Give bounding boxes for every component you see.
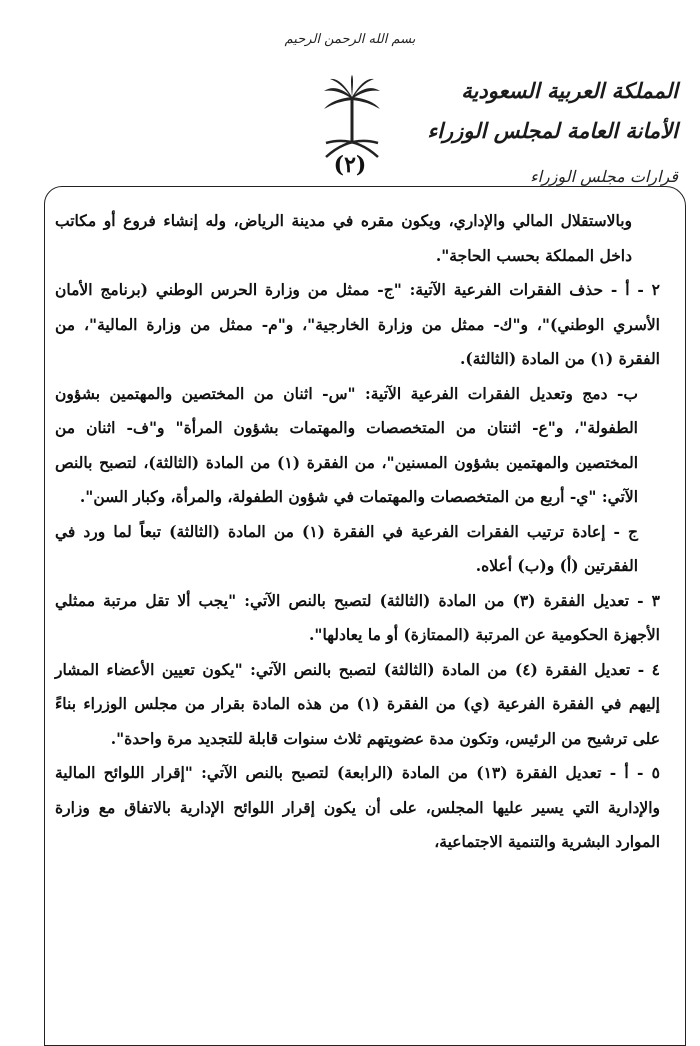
decree-label: قرارات مجلس الوزراء	[530, 167, 678, 186]
paragraph-item-5a: ٥ - أ - تعديل الفقرة (١٣) من المادة (الرابعة) لتصبح بالنص الآتي: "إقرار اللوائح المالية والإدارية التي يسير عليها المجلس، على أن يكون إقرار اللوائح الإدارية بالاتفاق مع وزارة الموارد البشرية والتنمية الاجتماعية،	[55, 763, 660, 851]
paragraph-continuation: وبالاستقلال المالي والإداري، ويكون مقره في مدينة الرياض، وله إنشاء فروع أو مكاتب داخل المملكة بحسب الحاجة".	[55, 211, 632, 265]
basmala: بسم الله الرحمن الرحيم	[284, 32, 416, 47]
document-body	[55, 204, 660, 860]
secretariat-title: الأمانة العامة لمجلس الوزراء	[427, 118, 678, 143]
paragraph-item-3: ٣ - تعديل الفقرة (٣) من المادة (الثالثة) لتصبح بالنص الآتي: "يجب ألا تقل مرتبة ممثلي الأجهزة الحكومية عن المرتبة (الممتازة) أو ما يعادلها".	[55, 590, 660, 644]
paragraph-item-4: ٤ - تعديل الفقرة (٤) من المادة (الثالثة) لتصبح بالنص الآتي: "يكون تعيين الأعضاء المشار إليهم في الفقرة الفرعية (ي) من الفقرة (١) من هذه المادة بقرار من مجلس الوزراء بناءً على ترشيح من الرئيس، وتكون مدة عضويتهم ثلاث سنوات قابلة للتجديد مرة واحدة".	[55, 659, 660, 748]
page-number: (٢)	[333, 152, 367, 178]
paragraph-item-2c: ج - إعادة ترتيب الفقرات الفرعية في الفقرة (١) من المادة (الثالثة) تبعاً لما ورد في الفقرتين (أ) و(ب) أعلاه.	[55, 521, 638, 575]
kingdom-title: المملكة العربية السعودية	[461, 78, 678, 103]
paragraph-item-2a: ٢ - أ - حذف الفقرات الفرعية الآتية: "ج- ممثل من وزارة الحرس الوطني (برنامج الأمان الأسري الوطني)"، و"ك- ممثل من وزارة الخارجية"، و"م- ممثل من وزارة المالية"، من الفقرة (١) من المادة (الثالثة).	[55, 280, 660, 368]
palm-swords-emblem-icon	[320, 75, 384, 163]
paragraph-item-2b: ب- دمج وتعديل الفقرات الفرعية الآتية: "س- اثنان من المختصين والمهتمين بشؤون الطفولة"، و"ع- اثنتان من المتخصصات والمهتمات بشؤون المرأة" و"ف- اثنان من المختصين والمهتمين بشؤون المسنين"، من الفقرة (١) من المادة (الثالثة)، لتصبح بالنص الآتي: "ي- أربع من المتخصصات والمهتمات في شؤون الطفولة، والمرأة، وكبار السن".	[55, 383, 638, 506]
